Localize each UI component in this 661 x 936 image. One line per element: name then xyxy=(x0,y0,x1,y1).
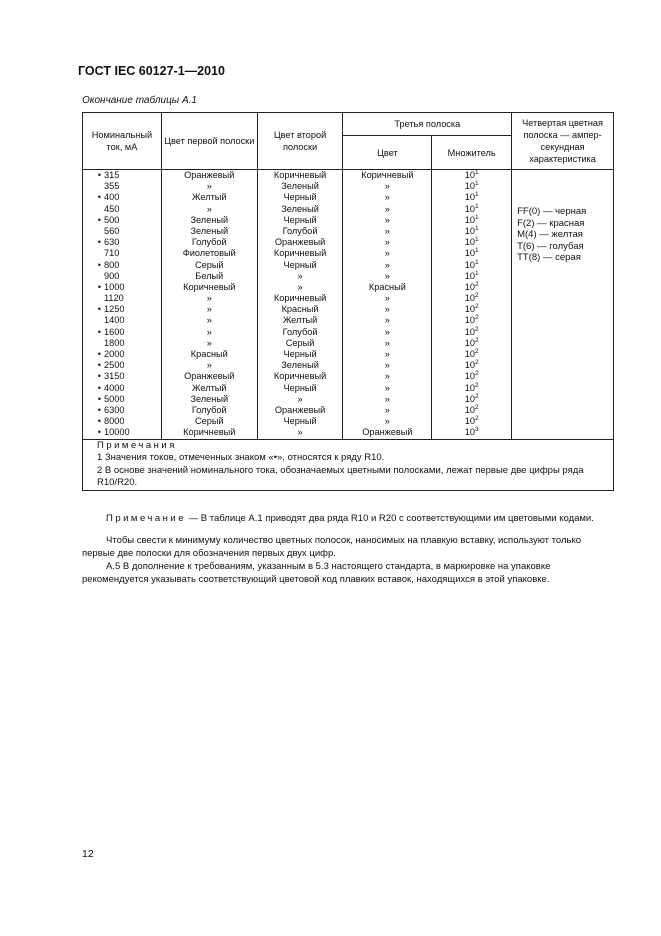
multiplier-base: 10 xyxy=(464,181,475,192)
current-value: 1800 xyxy=(104,337,125,348)
multiplier-exponent: 1 xyxy=(474,169,479,176)
multiplier-cell xyxy=(432,260,511,271)
first-stripe-cell: Желтый xyxy=(192,192,227,203)
multiplier-cell xyxy=(432,271,511,282)
document-header: ГОСТ IEC 60127-1—2010 xyxy=(78,64,225,78)
color-code-table xyxy=(82,112,614,491)
current-cell xyxy=(83,360,161,371)
third-stripe-cell: » xyxy=(384,371,390,382)
note-1: 1 Значения токов, отмеченных знаком «•», относятся к ряду R10. xyxy=(97,452,385,463)
current-cell xyxy=(83,304,161,315)
fourth-stripe-item: TT(8) — серая xyxy=(517,252,581,264)
current-value: 800 xyxy=(104,259,120,270)
paragraph-1: Чтобы свести к минимуму количество цветных полосок, наносимых на плавкую вставку, используют только первые две полоски для обозначения первых двух цифр. xyxy=(82,535,582,559)
multiplier-cell xyxy=(432,215,511,226)
bullet-mark: • xyxy=(97,281,101,292)
third-stripe-cell: » xyxy=(384,181,390,192)
multiplier-exponent: 2 xyxy=(474,303,479,311)
second-stripe-cell: Серый xyxy=(285,337,315,348)
multiplier-exponent: 1 xyxy=(474,258,479,266)
multiplier-base: 10 xyxy=(464,382,475,393)
bullet-mark: • xyxy=(97,416,101,427)
current-cell xyxy=(83,282,161,293)
second-stripe-cell: Черный xyxy=(283,192,317,203)
current-column xyxy=(83,170,162,440)
second-stripe-cell: » xyxy=(297,270,303,281)
multiplier-base: 10 xyxy=(464,281,475,292)
third-stripe-cell: » xyxy=(384,237,390,248)
multiplier-cell xyxy=(432,416,511,427)
bullet-mark: • xyxy=(97,214,101,225)
fourth-stripe-column xyxy=(512,170,614,440)
current-cell xyxy=(83,192,161,203)
header-multiplier: Множитель xyxy=(432,136,512,170)
multiplier-exponent: 3 xyxy=(474,426,479,434)
multiplier-base: 10 xyxy=(464,170,475,180)
bullet-mark: • xyxy=(97,349,101,359)
multiplier-exponent: 1 xyxy=(474,213,479,221)
current-value: 1600 xyxy=(104,326,125,337)
fourth-stripe-item: M(4) — желтая xyxy=(517,229,583,241)
multiplier-base: 10 xyxy=(464,293,475,304)
fourth-stripe-item: T(6) — голубая xyxy=(517,240,584,252)
multiplier-cell xyxy=(432,248,511,259)
current-value: 710 xyxy=(104,248,120,259)
bullet-mark: • xyxy=(97,404,101,415)
note-2: 2 В основе значений номинального тока, обозначаемых цветными полосками, лежат первые две цифры ряда R10/R20. xyxy=(97,464,584,488)
bullet-mark: • xyxy=(97,259,101,270)
second-stripe-cell: Зеленый xyxy=(281,203,319,214)
second-stripe-cell: » xyxy=(297,427,303,438)
multiplier-exponent: 1 xyxy=(474,180,479,188)
current-cell xyxy=(83,416,161,427)
first-stripe-cell: » xyxy=(206,337,212,348)
current-value: 1400 xyxy=(104,315,125,326)
header-fourth-stripe: Четвертая цветная полоска — ампер-секундная характеристика xyxy=(512,113,614,170)
multiplier-base: 10 xyxy=(464,337,475,348)
multiplier-exponent: 1 xyxy=(474,269,479,277)
first-stripe-cell: Голубой xyxy=(191,237,227,248)
third-stripe-cell: » xyxy=(384,382,390,393)
second-stripe-cell: » xyxy=(297,393,303,404)
header-second-stripe: Цвет второй полоски xyxy=(257,113,343,170)
header-third-color: Цвет xyxy=(343,136,432,170)
multiplier-cell xyxy=(432,383,511,394)
bullet-mark: • xyxy=(97,304,101,315)
header-first-stripe: Цвет первой полоски xyxy=(161,113,257,170)
note-text: — В таблице А.1 приводят два ряда R10 и R20 с соответствующими им цветовыми кодами. xyxy=(186,513,594,524)
first-stripe-cell: » xyxy=(206,315,212,326)
third-stripe-cell: » xyxy=(384,214,390,225)
current-value: 10000 xyxy=(104,427,130,438)
multiplier-cell xyxy=(432,394,511,405)
current-value: 1000 xyxy=(104,281,125,292)
header-third-stripe: Третья полоска xyxy=(343,113,512,136)
second-stripe-cell: Зеленый xyxy=(281,181,319,192)
current-cell xyxy=(83,215,161,226)
third-stripe-cell: » xyxy=(384,326,390,337)
multiplier-exponent: 1 xyxy=(474,191,479,199)
second-stripe-cell: Черный xyxy=(283,416,317,427)
header-current: Номинальный ток, мА xyxy=(83,113,162,170)
multiplier-base: 10 xyxy=(464,225,475,236)
third-stripe-cell: » xyxy=(384,293,390,304)
third-stripe-cell: Оранжевый xyxy=(362,427,413,438)
multiplier-cell xyxy=(432,349,511,360)
first-stripe-cell: Зеленый xyxy=(190,393,229,404)
current-cell xyxy=(83,237,161,248)
first-stripe-cell: Красный xyxy=(190,349,228,359)
multiplier-exponent: 1 xyxy=(474,202,479,210)
multiplier-cell xyxy=(432,181,511,192)
third-stripe-cell: Коричневый xyxy=(361,170,414,180)
multiplier-cell xyxy=(432,338,511,349)
multiplier-column xyxy=(432,170,512,440)
multiplier-cell xyxy=(432,237,511,248)
first-stripe-cell: » xyxy=(206,293,212,304)
multiplier-base: 10 xyxy=(464,192,475,203)
second-stripe-cell: Коричневый xyxy=(273,248,327,259)
bullet-mark: • xyxy=(97,360,101,371)
multiplier-exponent: 2 xyxy=(474,403,479,411)
multiplier-cell xyxy=(432,293,511,304)
multiplier-cell xyxy=(432,304,511,315)
current-value: 8000 xyxy=(104,416,125,427)
multiplier-base: 10 xyxy=(464,270,475,281)
first-stripe-cell: Голубой xyxy=(191,404,227,415)
multiplier-cell xyxy=(432,204,511,215)
second-stripe-cell: Желтый xyxy=(282,315,318,326)
first-stripe-cell: » xyxy=(206,181,212,192)
second-stripe-cell: Голубой xyxy=(282,225,318,236)
multiplier-base: 10 xyxy=(464,371,475,382)
current-value: 2500 xyxy=(104,360,125,371)
bullet-mark: • xyxy=(97,170,101,180)
first-stripe-column xyxy=(161,170,257,440)
third-stripe-cell: » xyxy=(384,192,390,203)
second-stripe-cell: Зеленый xyxy=(281,360,319,371)
first-stripe-cell: Белый xyxy=(195,270,224,281)
third-stripe-cell: » xyxy=(384,315,390,326)
current-cell xyxy=(83,327,161,338)
bullet-mark: • xyxy=(97,393,101,404)
current-cell xyxy=(83,293,161,304)
multiplier-base: 10 xyxy=(464,393,475,404)
multiplier-exponent: 2 xyxy=(474,314,479,322)
multiplier-cell xyxy=(432,282,511,293)
paragraph-a5: А.5 В дополнение к требованиям, указанным в 5.3 настоящего стандарта, в маркировке на упаковке рекомендуется указывать соответствующий цветовой код плавких вставок, находящихся в этой упаковке. xyxy=(82,561,551,585)
page-number: 12 xyxy=(82,848,94,860)
multiplier-exponent: 2 xyxy=(474,336,479,344)
multiplier-base: 10 xyxy=(464,360,475,371)
first-stripe-cell: Желтый xyxy=(192,382,227,393)
note-below-table xyxy=(106,512,594,525)
third-stripe-cell: » xyxy=(384,416,390,427)
multiplier-base: 10 xyxy=(464,214,475,225)
multiplier-exponent: 2 xyxy=(474,381,479,389)
current-cell xyxy=(83,260,161,271)
current-value: 4000 xyxy=(104,382,125,393)
current-cell xyxy=(83,394,161,405)
current-cell xyxy=(83,204,161,215)
multiplier-cell xyxy=(432,360,511,371)
second-stripe-cell: Черный xyxy=(283,214,317,225)
current-value: 5000 xyxy=(104,393,125,404)
current-value: 630 xyxy=(104,237,120,248)
current-cell xyxy=(83,371,161,382)
third-stripe-cell: » xyxy=(384,225,390,236)
table-notes xyxy=(83,439,614,490)
multiplier-base: 10 xyxy=(464,416,475,427)
current-cell xyxy=(83,271,161,282)
note-label: Примечание xyxy=(106,513,186,524)
first-stripe-cell: » xyxy=(206,326,212,337)
current-cell xyxy=(83,383,161,394)
multiplier-cell xyxy=(432,427,511,438)
notes-title: Примечания xyxy=(97,439,177,451)
current-value: 1120 xyxy=(104,293,124,304)
current-value: 560 xyxy=(104,225,120,236)
multiplier-exponent: 1 xyxy=(474,236,479,244)
third-stripe-cell: » xyxy=(384,270,390,281)
current-cell xyxy=(83,170,161,181)
multiplier-base: 10 xyxy=(464,404,475,415)
current-cell xyxy=(83,349,161,360)
multiplier-cell xyxy=(432,405,511,416)
second-stripe-cell: » xyxy=(297,281,303,292)
current-value: 1250 xyxy=(104,304,125,315)
multiplier-exponent: 2 xyxy=(474,292,479,300)
multiplier-exponent: 1 xyxy=(474,247,479,255)
multiplier-base: 10 xyxy=(464,427,475,438)
first-stripe-cell: » xyxy=(206,203,212,214)
multiplier-base: 10 xyxy=(464,326,475,337)
second-stripe-cell: Коричневый xyxy=(273,371,327,382)
first-stripe-cell: Коричневый xyxy=(183,427,236,438)
multiplier-base: 10 xyxy=(464,304,475,315)
third-stripe-cell: » xyxy=(384,393,390,404)
third-stripe-cell: » xyxy=(384,203,390,214)
third-stripe-cell: Красный xyxy=(368,281,406,292)
multiplier-exponent: 2 xyxy=(474,415,479,423)
current-cell xyxy=(83,338,161,349)
first-stripe-cell: Оранжевый xyxy=(184,170,235,180)
multiplier-cell xyxy=(432,170,511,181)
first-stripe-cell: Серый xyxy=(194,416,224,427)
multiplier-exponent: 2 xyxy=(474,370,479,378)
first-stripe-cell: Зеленый xyxy=(190,225,229,236)
current-cell xyxy=(83,181,161,192)
multiplier-base: 10 xyxy=(464,248,475,259)
second-stripe-cell: Черный xyxy=(283,349,317,359)
second-stripe-cell: Красный xyxy=(281,304,319,315)
current-cell xyxy=(83,226,161,237)
multiplier-cell xyxy=(432,371,511,382)
bullet-mark: • xyxy=(97,326,101,337)
current-value: 315 xyxy=(104,170,120,180)
first-stripe-cell: Зеленый xyxy=(190,214,229,225)
multiplier-exponent: 2 xyxy=(474,325,479,333)
third-stripe-cell: » xyxy=(384,349,390,359)
current-value: 355 xyxy=(104,181,120,192)
first-stripe-cell: Оранжевый xyxy=(184,371,235,382)
multiplier-cell xyxy=(432,327,511,338)
multiplier-base: 10 xyxy=(464,237,475,248)
current-value: 400 xyxy=(104,192,120,203)
bullet-mark: • xyxy=(97,427,101,438)
bullet-mark: • xyxy=(97,382,101,393)
third-stripe-cell: » xyxy=(384,304,390,315)
multiplier-base: 10 xyxy=(464,349,475,359)
current-value: 500 xyxy=(104,214,120,225)
second-stripe-cell: Коричневый xyxy=(273,170,327,180)
current-value: 450 xyxy=(104,203,120,214)
third-stripe-cell: » xyxy=(384,248,390,259)
multiplier-cell xyxy=(432,226,511,237)
current-cell xyxy=(83,315,161,326)
multiplier-exponent: 1 xyxy=(474,224,479,232)
second-stripe-cell: Голубой xyxy=(282,326,318,337)
multiplier-base: 10 xyxy=(464,259,475,270)
multiplier-exponent: 2 xyxy=(474,348,479,355)
current-value: 2000 xyxy=(104,349,125,359)
second-stripe-cell: Оранжевый xyxy=(274,237,326,248)
first-stripe-cell: Фиолетовый xyxy=(182,248,236,259)
multiplier-exponent: 2 xyxy=(474,359,479,367)
current-cell xyxy=(83,405,161,416)
current-value: 3150 xyxy=(104,371,125,382)
first-stripe-cell: Коричневый xyxy=(183,281,236,292)
first-stripe-cell: Серый xyxy=(194,259,224,270)
third-stripe-cell: » xyxy=(384,404,390,415)
multiplier-base: 10 xyxy=(464,315,475,326)
multiplier-cell xyxy=(432,192,511,203)
current-cell xyxy=(83,248,161,259)
third-stripe-column xyxy=(343,170,432,440)
second-stripe-column xyxy=(257,170,343,440)
third-stripe-cell: » xyxy=(384,360,390,371)
current-cell xyxy=(83,427,161,438)
second-stripe-cell: Коричневый xyxy=(273,293,327,304)
fourth-stripe-item: F(2) — красная xyxy=(517,217,585,229)
fourth-stripe-item: FF(0) — черная xyxy=(517,206,587,217)
bullet-mark: • xyxy=(97,192,101,203)
multiplier-base: 10 xyxy=(464,203,475,214)
third-stripe-cell: » xyxy=(384,259,390,270)
second-stripe-cell: Оранжевый xyxy=(274,404,326,415)
table-caption: Окончание таблицы А.1 xyxy=(82,95,197,106)
first-stripe-cell: » xyxy=(206,304,212,315)
first-stripe-cell: » xyxy=(206,360,212,371)
third-stripe-cell: » xyxy=(384,337,390,348)
current-value: 900 xyxy=(104,270,120,281)
current-value: 6300 xyxy=(104,404,125,415)
second-stripe-cell: Черный xyxy=(283,259,317,270)
multiplier-cell xyxy=(432,315,511,326)
multiplier-exponent: 2 xyxy=(474,280,479,288)
bullet-mark: • xyxy=(97,371,101,382)
multiplier-exponent: 2 xyxy=(474,392,479,400)
second-stripe-cell: Черный xyxy=(283,382,317,393)
bullet-mark: • xyxy=(97,237,101,248)
